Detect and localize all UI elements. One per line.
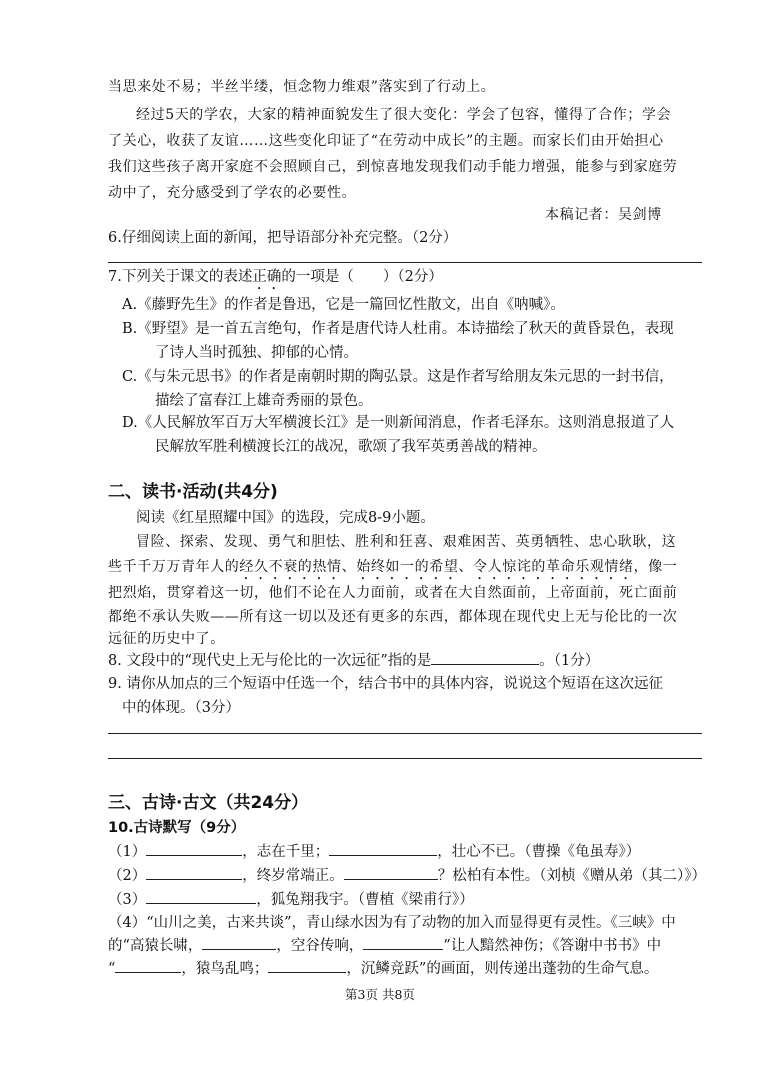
poem-item-1 [108,841,640,863]
excerpt-line: 把烈焰，贯穿着这一切，他们不论在人力面前，或者在大自然面前，上帝面前，死亡面前 [108,585,678,601]
excerpt-line: 冒险、探索、发现、勇气和胆怯、胜利和狂喜、艰难困苦、英勇牺牲、忠心耿耿，这 [136,534,677,550]
poem-blank[interactable] [344,865,438,880]
excerpt-text: 、 [458,559,474,575]
question-9: 9. 请你从加点的三个短语中任选一个，结合书中的具体内容，说说这个短语在这次远征 [108,676,663,692]
poem-blank[interactable] [146,865,242,880]
poem-text: 的“高猿长啸， [108,938,203,954]
q7-emphasis-text: 正确 [252,269,282,285]
poem-item-2 [108,865,706,887]
question-7-stem [108,266,443,293]
dotted-phrase-3: 令人惊诧的革命乐观情绪 [473,559,634,575]
article-line: 我们这些孩子离开家庭不会照顾自己，到惊喜地发现我们动手能力增强，能参与到家庭劳 [108,159,678,175]
item-number: （2） [108,868,147,884]
section-3-title: 三、古诗·古文（共24分） [108,793,309,813]
answer-line[interactable] [108,262,702,263]
option-a: A.《藤野先生》的作者是鲁迅，它是一篇回忆性散文，出自《呐喊》。 [122,297,565,313]
option-b-cont: 了诗人当时孤独、抑郁的心情。 [155,345,358,361]
dotted-phrase-1: 经久不衰的热情 [239,559,342,575]
excerpt-text: ，像一 [633,559,678,575]
poem-blank[interactable] [363,935,443,950]
q7-stem-text: 7.下列关于课文的表述 [108,269,253,285]
poem-item-3 [108,889,474,911]
excerpt-line: 远征的历史中了。 [108,631,225,647]
poem-blank[interactable] [146,841,242,856]
option-b: B.《野望》是一首五言绝句，作者是唐代诗人杜甫。本诗描绘了秋天的黄昏景色，表现 [122,321,674,337]
poem-text: ，狐兔翔我宇。（曹植《梁甫行》） [256,892,474,908]
question-8 [108,650,599,672]
poem-item-4-cont [108,958,658,980]
poem-text: ，猿鸟乱鸣； [181,961,269,977]
question-9-cont: 中的体现。（3分） [122,700,240,716]
article-line: 经过5天的学农，大家的精神面貌发生了很大变化：学会了包容，懂得了合作；学会 [136,107,672,123]
answer-line[interactable] [108,733,702,734]
article-line: 当思来处不易；半丝半缕，恒念物力维艰”落实到了行动上。 [108,79,496,95]
excerpt-text: 些千千万万青年人的 [108,559,240,575]
question-6: 6.仔细阅读上面的新闻，把导语部分补充完整。（2分） [108,230,458,246]
poem-blank[interactable] [146,889,256,904]
poem-blank[interactable] [202,935,276,950]
poem-text: ，终岁常端正。 [242,868,344,884]
excerpt-text: 、 [341,559,357,575]
answer-line[interactable] [108,758,702,759]
q8-text: 8. 文段中的“现代史上无与伦比的一次远征”指的是 [108,653,432,669]
section-2-intro: 阅读《红星照耀中国》的选段，完成8-9小题。 [136,510,435,526]
poem-text: “ [108,961,116,977]
excerpt-line [108,556,677,583]
q7-stem-text: 的一项是（ ）（2分） [281,269,443,285]
poem-text: ，空谷传响， [276,938,364,954]
question-10-title: 10.古诗默写（9分） [108,820,246,836]
option-d-cont: 民解放军胜利横渡长江的战况，歌颂了我军英勇善战的精神。 [155,439,547,455]
poem-text: ，沉鳞竞跃”的画面，则传递出蓬勃的生命气息。 [346,961,659,977]
poem-text: ，壮心不已。（曹操《龟虽寿》） [437,844,641,860]
option-d: D.《人民解放军百万大军横渡长江》是一则新闻消息，作者毛泽东。这则消息报道了人 [122,415,675,431]
poem-text: ”让人黯然神伤；《答谢中书书》中 [443,938,662,954]
poem-item-4-cont [108,935,661,957]
section-2-title: 二、读书·活动(共4分) [108,482,278,502]
dotted-phrase-2: 始终如一的希望 [356,559,459,575]
poem-blank[interactable] [268,958,346,973]
poem-text: ？松柏有本性。（刘桢《赠从弟（其二）》） [437,868,706,884]
article-byline: 本稿记者：吴剑博 [545,207,662,223]
poem-blank[interactable] [115,958,181,973]
excerpt-line: 都绝不承认失败——所有这一切以及还有更多的东西，都体现在现代史上无与伦比的一次 [108,609,678,625]
option-c-cont: 描绘了富春江上雄奇秀丽的景色。 [155,393,373,409]
poem-item-4: （4）“山川之美，古来共谈”，青山绿水因为有了动物的加入而显得更有灵性。《三峡》中 [108,915,676,931]
item-number: （3） [108,892,147,908]
item-number: （1） [108,844,147,860]
q8-text: 。（1分） [539,653,600,669]
option-c: C.《与朱元思书》的作者是南朝时期的陶弘景。这是作者写给朋友朱元思的一封书信， [122,369,674,385]
poem-text: ，志在千里； [242,844,330,860]
article-line: 了关心，收获了友谊……这些变化印证了“在劳动中成长”的主题。而家长们由开始担心 [108,133,664,149]
q8-answer-blank[interactable] [431,650,539,665]
page-number: 第3页 共8页 [345,987,415,1002]
article-line: 动中了，充分感受到了学农的必要性。 [108,185,357,201]
poem-blank[interactable] [329,841,437,856]
